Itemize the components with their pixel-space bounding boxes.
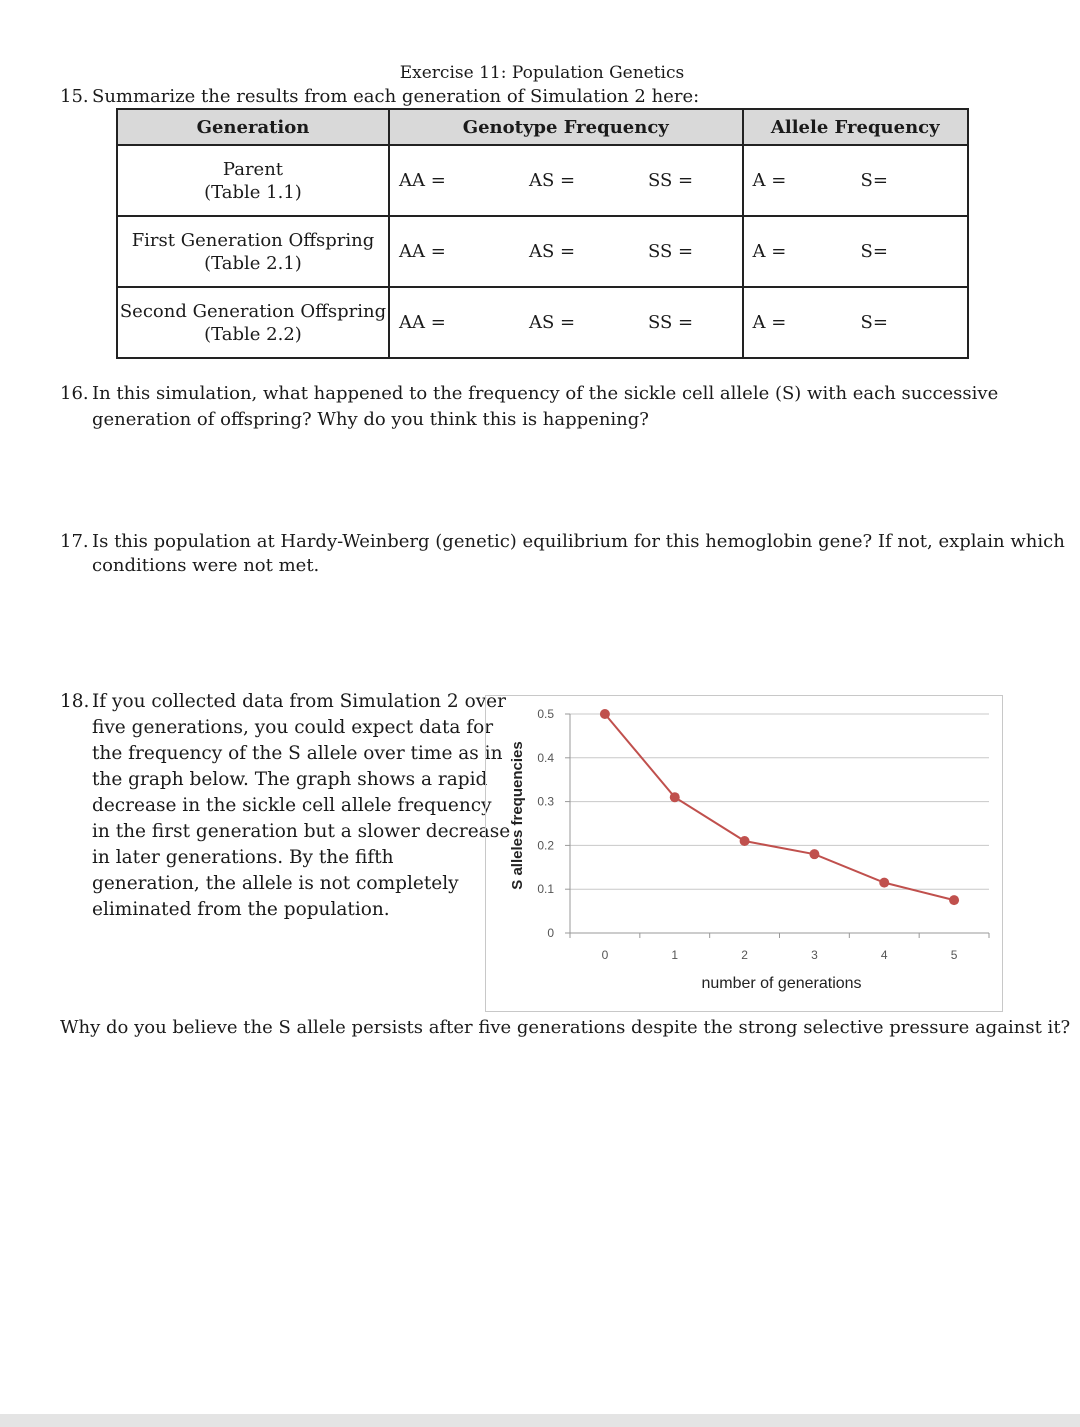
aa-field[interactable]: AA = <box>398 312 446 333</box>
page-title: Exercise 11: Population Genetics <box>399 63 685 83</box>
as-field[interactable]: AS = <box>528 170 576 191</box>
data-point <box>879 878 889 888</box>
header-allele-frequency: Allele Frequency <box>743 109 968 145</box>
x-tick-label: 2 <box>741 948 748 962</box>
generation-cell <box>117 145 389 216</box>
question-number: 15. <box>60 86 89 107</box>
question-text: Summarize the results from each generation of Simulation 2 here: <box>92 86 700 107</box>
question-line: in later generations. By the fifth <box>92 847 394 868</box>
genotype-cell <box>389 216 743 287</box>
question-line: decrease in the sickle cell allele frequency <box>92 795 492 816</box>
question-18 <box>60 689 510 923</box>
question-line: generation of offspring? Why do you think this is happening? <box>92 409 649 430</box>
generation-name: First Generation Offspring <box>131 229 375 251</box>
question-line: If you collected data from Simulation 2 over <box>92 691 506 712</box>
data-point <box>600 709 610 719</box>
generation-source: (Table 1.1) <box>204 181 302 203</box>
question-line: the frequency of the S allele over time as in <box>92 743 503 764</box>
table-header-row <box>117 109 968 145</box>
aa-field[interactable]: AA = <box>398 170 446 191</box>
s-field[interactable]: S= <box>860 241 888 262</box>
allele-frequency-chart <box>485 695 1003 1012</box>
table-row <box>117 287 968 358</box>
chart-svg <box>486 696 1004 1013</box>
question-line: Is this population at Hardy-Weinberg (genetic) equilibrium for this hemoglobin gene? If not, explain which <box>92 531 1065 552</box>
x-tick-label: 1 <box>671 948 679 962</box>
question-16 <box>60 381 998 433</box>
table-row <box>117 216 968 287</box>
results-table <box>116 108 969 359</box>
question-line: five generations, you could expect data for <box>92 717 494 738</box>
generation-source: (Table 2.1) <box>204 252 302 274</box>
allele-cell <box>743 287 968 358</box>
ss-field[interactable]: SS = <box>647 170 694 191</box>
a-field[interactable]: A = <box>752 312 787 333</box>
generation-cell <box>117 216 389 287</box>
header-genotype-frequency: Genotype Frequency <box>389 109 743 145</box>
question-line: generation, the allele is not completely <box>92 873 459 894</box>
y-tick-label: 0.5 <box>537 707 554 721</box>
y-tick-label: 0 <box>547 926 554 940</box>
s-field[interactable]: S= <box>860 170 888 191</box>
y-tick-label: 0.4 <box>537 750 554 765</box>
s-field[interactable]: S= <box>860 312 888 333</box>
series-line <box>605 714 954 900</box>
y-tick-label: 0.2 <box>537 838 554 853</box>
question-15 <box>60 84 699 110</box>
question-line: the graph below. The graph shows a rapid <box>92 769 488 790</box>
question-number: 17. <box>60 531 89 552</box>
y-tick-label: 0.3 <box>537 794 554 809</box>
allele-cell <box>743 145 968 216</box>
a-field[interactable]: A = <box>752 170 787 191</box>
generation-name: Parent <box>222 158 284 180</box>
x-tick-label: 3 <box>811 948 818 962</box>
x-tick-label: 4 <box>880 948 888 962</box>
as-field[interactable]: AS = <box>528 312 576 333</box>
question-line: conditions were not met. <box>92 555 320 576</box>
data-point <box>949 895 959 905</box>
bottom-scroll-bar <box>0 1414 1080 1427</box>
data-point <box>670 792 680 802</box>
allele-cell <box>743 216 968 287</box>
question-number: 18. <box>60 691 90 712</box>
x-tick-label: 5 <box>950 948 958 962</box>
generation-source: (Table 2.2) <box>204 323 302 345</box>
x-tick-label: 0 <box>601 948 609 962</box>
y-tick-label: 0.1 <box>537 882 554 897</box>
question-line: In this simulation, what happened to the frequency of the sickle cell allele (S) with each successive <box>92 383 999 404</box>
table-row <box>117 145 968 216</box>
genotype-cell <box>389 145 743 216</box>
header-generation: Generation <box>117 109 389 145</box>
aa-field[interactable]: AA = <box>398 241 446 262</box>
y-axis-label: S alleles frequencies <box>509 741 526 890</box>
question-line: in the first generation but a slower decrease <box>92 821 511 842</box>
generation-name: Second Generation Offspring <box>119 300 387 322</box>
as-field[interactable]: AS = <box>528 241 576 262</box>
generation-cell <box>117 287 389 358</box>
ss-field[interactable]: SS = <box>647 312 694 333</box>
a-field[interactable]: A = <box>752 241 787 262</box>
data-point <box>809 849 819 859</box>
question-line: eliminated from the population. <box>92 899 390 920</box>
x-axis-label: number of generations <box>701 975 862 992</box>
question-17 <box>60 530 1065 578</box>
data-point <box>740 836 750 846</box>
genotype-cell <box>389 287 743 358</box>
question-number: 16. <box>60 383 89 404</box>
question-18-followup: Why do you believe the S allele persists after five generations despite the strong selective pressure against it? <box>60 1017 1071 1038</box>
ss-field[interactable]: SS = <box>647 241 694 262</box>
